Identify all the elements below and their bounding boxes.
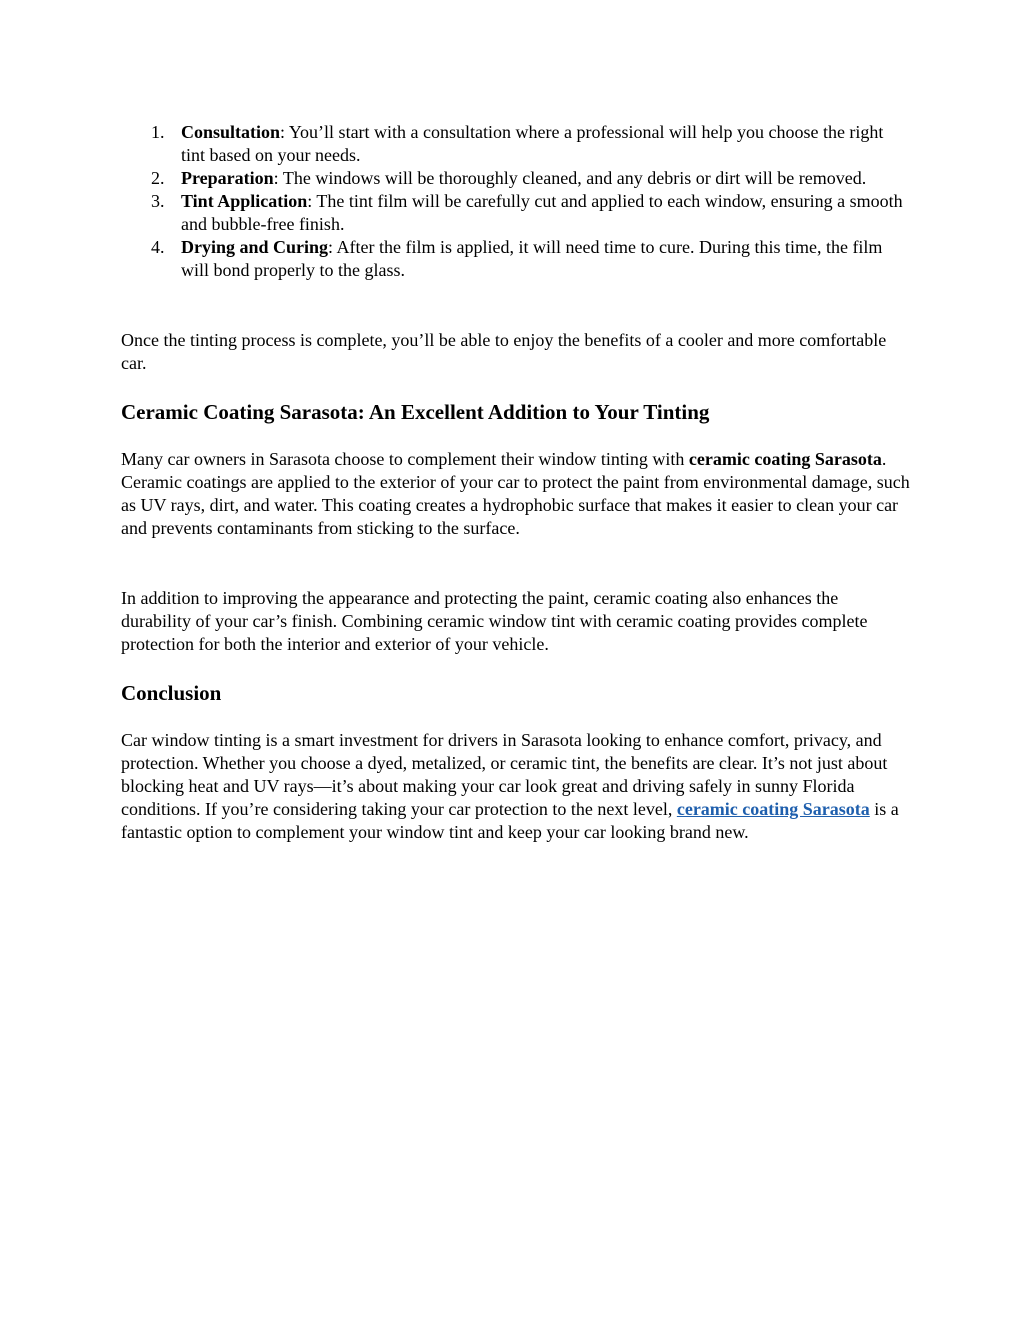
ceramic-paragraph-1	[121, 448, 911, 540]
step-title: Drying and Curing	[181, 237, 329, 257]
list-number: 4.	[151, 237, 165, 257]
step-title: Preparation	[181, 168, 274, 188]
list-item	[121, 167, 911, 190]
list-item	[121, 190, 911, 236]
step-text: : You’ll start with a consultation where a professional will help you choose the right tint based on your needs.	[181, 122, 884, 165]
step-text: : The tint film will be carefully cut and applied to each window, ensuring a smooth and bubble-free finish.	[181, 191, 903, 234]
list-number: 3.	[151, 191, 165, 211]
list-number: 1.	[151, 122, 165, 142]
ceramic-coating-sarasota-link[interactable]: ceramic coating Sarasota	[676, 799, 870, 819]
step-text: : The windows will be thoroughly cleaned, and any debris or dirt will be removed.	[273, 168, 867, 188]
process-steps-list	[121, 121, 911, 282]
ceramic-paragraph-2: In addition to improving the appearance and protecting the paint, ceramic coating also enhances the durability of your car’s finish. Combining ceramic window tint with ceramic coating provides complete protection for both the interior and exterior of your vehicle.	[121, 588, 868, 654]
paragraph-text: Car window tinting is a smart investment for drivers in Sarasota looking to enhance comfort, privacy, and protection. Whether you choose a dyed, metalized, or ceramic tint, the benefits are clear. It’s not just about blocking heat and UV rays—it’s about making your car look great and driving safely in sunny Florida conditions. If you’re considering taking your car protection to the next level,	[121, 730, 888, 819]
step-title: Consultation	[181, 122, 281, 142]
conclusion-heading: Conclusion	[121, 681, 222, 705]
list-item	[121, 236, 911, 282]
step-title: Tint Application	[181, 191, 308, 211]
list-number: 2.	[151, 168, 165, 188]
step-text: : After the film is applied, it will need time to cure. During this time, the film will bond properly to the glass.	[181, 237, 883, 280]
ceramic-coating-heading: Ceramic Coating Sarasota: An Excellent Addition to Your Tinting	[121, 400, 710, 424]
paragraph-text: . Ceramic coatings are applied to the exterior of your car to protect the paint from environmental damage, such as UV rays, dirt, and water. This coating creates a hydrophobic surface that makes it easier to clean your car and prevents contaminants from sticking to the surface.	[121, 449, 910, 538]
list-item	[121, 121, 911, 167]
paragraph-text: is a fantastic option to complement your window tint and keep your car looking brand new.	[121, 799, 899, 842]
bold-phrase: ceramic coating Sarasota	[688, 449, 882, 469]
paragraph-text: Many car owners in Sarasota choose to complement their window tinting with	[121, 449, 689, 469]
outro-paragraph: Once the tinting process is complete, you’ll be able to enjoy the benefits of a cooler and more comfortable car.	[121, 330, 887, 373]
conclusion-paragraph	[121, 729, 911, 844]
